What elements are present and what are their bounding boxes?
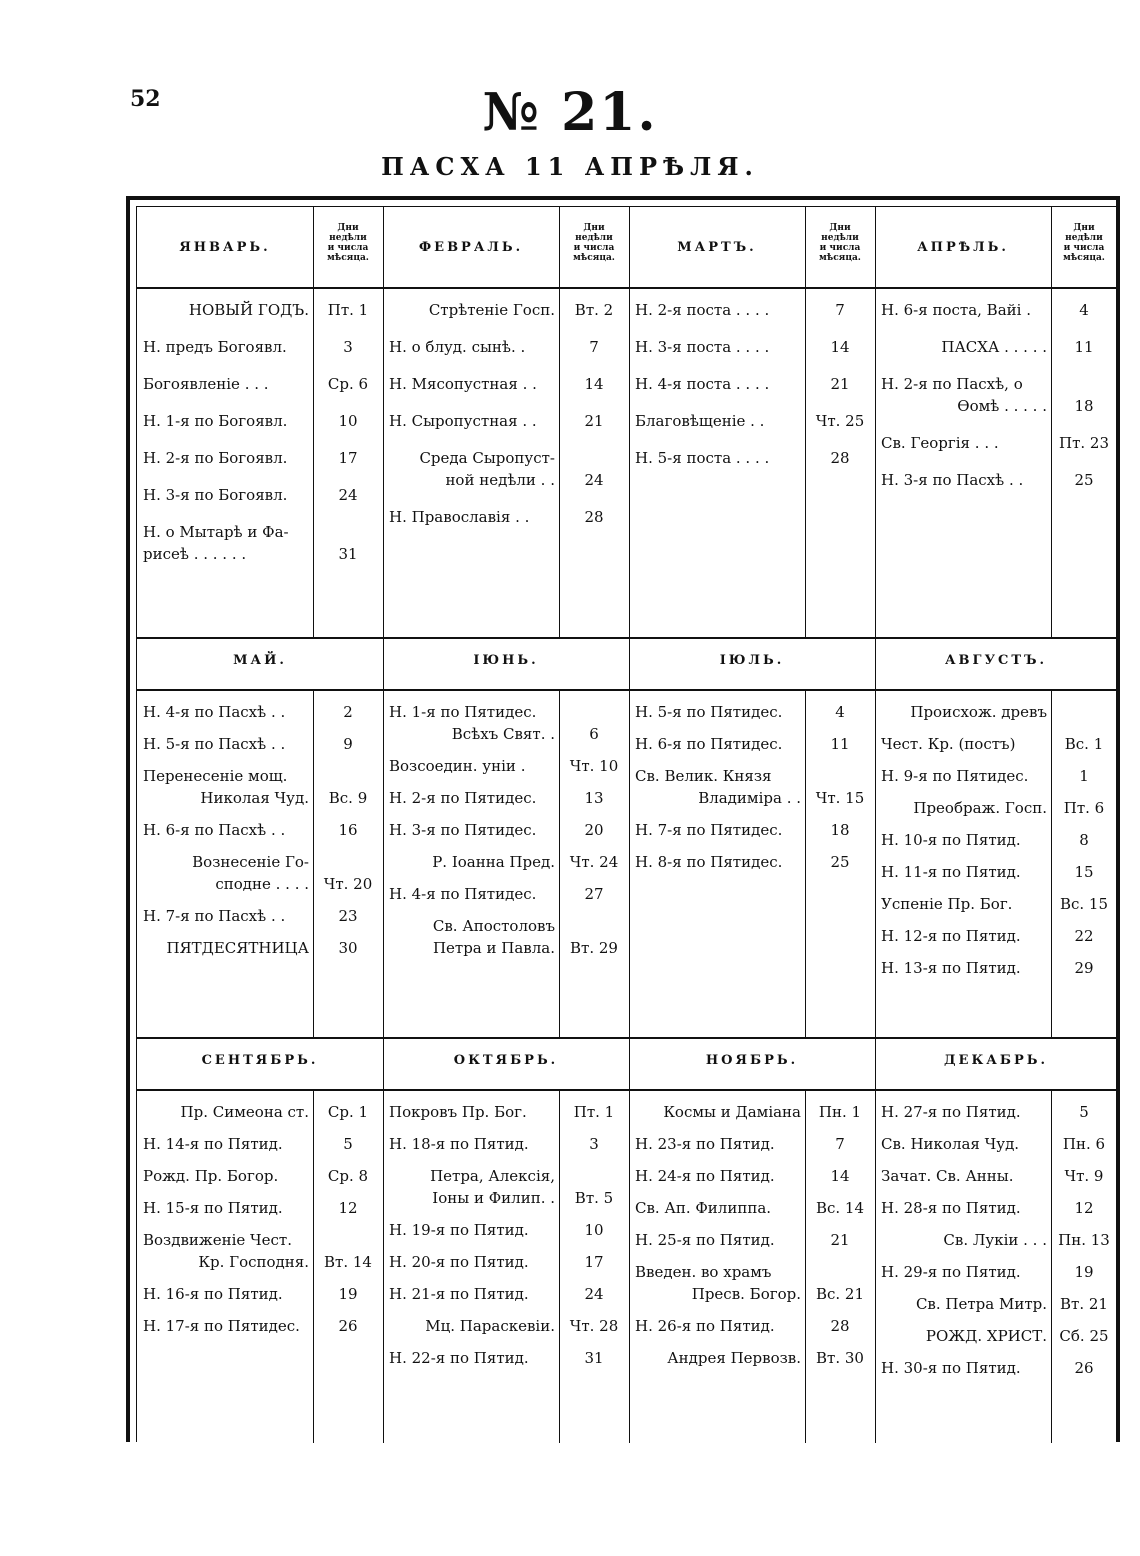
event-day: Пн. 6: [1062, 1135, 1106, 1153]
event-day: 3: [589, 1135, 599, 1153]
column-rule: [383, 1037, 384, 1443]
event-day: 26: [1074, 1359, 1094, 1377]
event-text: РОЖД. ХРИСТ.: [925, 1327, 1047, 1345]
event-day: 15: [1074, 863, 1094, 881]
event-text: Н. 3-я по Богоявл.: [143, 486, 288, 504]
event-text: Св. Георгія . . .: [881, 434, 999, 452]
event-day: 17: [584, 1253, 604, 1271]
event-day: 7: [835, 301, 845, 319]
event-day: Вт. 30: [816, 1349, 864, 1367]
event-day: Вс. 1: [1064, 735, 1104, 753]
event-text: Н. 10-я по Пятид.: [881, 831, 1021, 849]
event-text: Н. 27-я по Пятид.: [881, 1103, 1021, 1121]
event-day: 11: [1074, 338, 1094, 356]
event-day: 18: [830, 821, 850, 839]
day-column-header: [1051, 223, 1117, 263]
event-text: Кр. Господня.: [198, 1253, 309, 1271]
event-text: Николая Чуд.: [200, 789, 309, 807]
event-day: 14: [830, 1167, 850, 1185]
event-text: Н. Мясопустная . .: [389, 375, 537, 393]
event-day: Пн. 13: [1058, 1231, 1110, 1249]
event-day: 5: [343, 1135, 353, 1153]
event-text: Н. 7-я по Пасхѣ . .: [143, 907, 286, 925]
event-day: 26: [338, 1317, 358, 1335]
event-day: Чт. 10: [569, 757, 619, 775]
day-header-line: Дни: [1073, 223, 1095, 233]
month-header-apr: АПРѢЛЬ.: [917, 240, 1009, 255]
easter-date-subtitle: ПАСХА 11 АПРѢЛЯ.: [381, 152, 759, 181]
event-text: Св. Николая Чуд.: [881, 1135, 1020, 1153]
day-header-line: мѣсяца.: [1063, 253, 1105, 263]
month-header-nov: НОЯБРЬ.: [705, 1053, 799, 1068]
day-header-line: Дни: [583, 223, 605, 233]
column-rule: [629, 637, 630, 1037]
event-text: Зачат. Св. Анны.: [881, 1167, 1014, 1185]
day-header-line: мѣсяца.: [819, 253, 861, 263]
event-text: Андрея Первозв.: [667, 1349, 801, 1367]
event-text: Н. о Мытарѣ и Фа-: [143, 523, 289, 541]
event-day: 29: [1074, 959, 1094, 977]
event-day: Ср. 6: [327, 375, 369, 393]
event-text: Н. предъ Богоявл.: [143, 338, 287, 356]
event-day: 25: [1074, 471, 1094, 489]
header-rule: [137, 689, 1116, 691]
event-text: Н. 22-я по Пятид.: [389, 1349, 529, 1367]
event-text: Н. 26-я по Пятид.: [635, 1317, 775, 1335]
event-text: Н. 14-я по Пятид.: [143, 1135, 283, 1153]
month-header-oct: ОКТЯБРЬ.: [453, 1053, 559, 1068]
event-text: Петра и Павла.: [432, 939, 555, 957]
event-day: Пт. 1: [327, 301, 369, 319]
event-text: Н. 3-я поста . . . .: [635, 338, 770, 356]
event-text: Введен. во храмъ: [635, 1263, 772, 1281]
event-text: Н. 5-я поста . . . .: [635, 449, 770, 467]
column-rule: [875, 207, 876, 637]
event-text: Н. Православія . .: [389, 508, 530, 526]
event-text: Р. Іоанна Пред.: [432, 853, 555, 871]
event-day: 10: [338, 412, 358, 430]
event-text: Мц. Параскевіи.: [425, 1317, 555, 1335]
section-top-rule: [137, 637, 1116, 639]
day-header-line: Дни: [829, 223, 851, 233]
month-header-dec: ДЕКАБРЬ.: [943, 1053, 1049, 1068]
event-text: Н. 1-я по Пятидес.: [389, 703, 537, 721]
event-text: Всѣхъ Свят. .: [451, 725, 555, 743]
event-text: Н. о блуд. сынѣ. .: [389, 338, 526, 356]
event-day: 21: [830, 375, 850, 393]
month-header-sep: СЕНТЯБРЬ.: [201, 1053, 319, 1068]
month-header-jun: ІЮНЬ.: [473, 653, 539, 668]
event-text: Н. 18-я по Пятид.: [389, 1135, 529, 1153]
event-text: Н. 9-я по Пятидес.: [881, 767, 1029, 785]
event-text: Н. 21-я по Пятид.: [389, 1285, 529, 1303]
event-day: 8: [1079, 831, 1089, 849]
event-text: Петра, Алексія,: [430, 1167, 555, 1185]
event-day: Ср. 8: [327, 1167, 369, 1185]
event-text: Н. 29-я по Пятид.: [881, 1263, 1021, 1281]
event-day: 18: [1074, 397, 1094, 415]
event-text: сподне . . . .: [215, 875, 309, 893]
event-day: Чт. 9: [1064, 1167, 1104, 1185]
event-day: 3: [343, 338, 353, 356]
event-day: 6: [589, 725, 599, 743]
event-day: Вт. 2: [574, 301, 614, 319]
event-day: 12: [338, 1199, 358, 1217]
page-title: № 21.: [482, 82, 658, 143]
event-text: Н. 4-я по Пасхѣ . .: [143, 703, 286, 721]
column-rule: [1051, 207, 1052, 637]
event-text: Вознесеніе Го-: [192, 853, 309, 871]
event-day: Вт. 29: [570, 939, 618, 957]
event-text: ной недѣли . .: [445, 471, 555, 489]
event-day: 17: [338, 449, 358, 467]
event-text: Н. 2-я поста . . . .: [635, 301, 770, 319]
day-header-line: и числа: [327, 243, 369, 253]
event-day: 4: [1079, 301, 1089, 319]
event-text: Н. 4-я поста . . . .: [635, 375, 770, 393]
day-header-line: и числа: [1063, 243, 1105, 253]
event-text: Космы и Даміана: [663, 1103, 801, 1121]
day-column-header: [559, 223, 629, 263]
day-header-line: недѣли: [329, 233, 367, 243]
event-text: Н. 6-я по Пасхѣ . .: [143, 821, 286, 839]
event-day: Чт. 28: [569, 1317, 619, 1335]
event-day: Чт. 24: [569, 853, 619, 871]
section-top-rule: [137, 1037, 1116, 1039]
event-text: Н. 8-я по Пятидес.: [635, 853, 783, 871]
event-text: Перенесеніе мощ.: [143, 767, 288, 785]
event-text: Н. 5-я по Пятидес.: [635, 703, 783, 721]
event-text: Преображ. Госп.: [913, 799, 1047, 817]
event-text: Н. 4-я по Пятидес.: [389, 885, 537, 903]
event-day: 31: [338, 545, 358, 563]
event-text: Н. 25-я по Пятид.: [635, 1231, 775, 1249]
event-text: Н. 11-я по Пятид.: [881, 863, 1021, 881]
column-rule: [875, 637, 876, 1037]
event-day: Вт. 14: [324, 1253, 372, 1271]
event-day: 22: [1074, 927, 1094, 945]
event-day: Вс. 21: [815, 1285, 865, 1303]
event-day: Пт. 6: [1063, 799, 1105, 817]
calendar-grid: [136, 206, 1116, 1442]
event-text: Пр. Симеона ст.: [180, 1103, 309, 1121]
event-day: Вс. 15: [1059, 895, 1109, 913]
event-text: ПЯТДЕСЯТНИЦА: [166, 939, 309, 957]
event-day: 31: [584, 1349, 604, 1367]
event-day: 24: [338, 486, 358, 504]
month-header-feb: ФЕВРАЛЬ.: [418, 240, 524, 255]
event-day: Вт. 21: [1060, 1295, 1108, 1313]
event-text: ПАСХА . . . . .: [941, 338, 1047, 356]
event-text: Пресв. Богор.: [691, 1285, 801, 1303]
event-day: Ср. 1: [327, 1103, 369, 1121]
event-day: 7: [835, 1135, 845, 1153]
calendar-section-3: [137, 1037, 1116, 1443]
event-day: 27: [584, 885, 604, 903]
event-text: Возсоедин. уніи .: [389, 757, 526, 775]
column-rule: [629, 1037, 630, 1443]
event-day: 16: [338, 821, 358, 839]
calendar-table: [126, 196, 1120, 1442]
event-text: Благовѣщеніе . .: [635, 412, 765, 430]
event-day: 4: [835, 703, 845, 721]
calendar-section-2: [137, 637, 1116, 1037]
day-column-header: [805, 223, 875, 263]
event-day: 13: [584, 789, 604, 807]
day-header-line: недѣли: [821, 233, 859, 243]
event-day: 21: [584, 412, 604, 430]
event-text: Н. 3-я по Пятидес.: [389, 821, 537, 839]
event-day: Чт. 25: [815, 412, 865, 430]
event-day: 14: [830, 338, 850, 356]
event-text: Н. 7-я по Пятидес.: [635, 821, 783, 839]
event-text: Н. 24-я по Пятид.: [635, 1167, 775, 1185]
event-day: Сб. 25: [1059, 1327, 1109, 1345]
event-text: Св. Лукіи . . .: [943, 1231, 1047, 1249]
event-text: Н. 6-я по Пятидес.: [635, 735, 783, 753]
event-text: Н. 19-я по Пятид.: [389, 1221, 529, 1239]
event-day: 10: [584, 1221, 604, 1239]
event-text: Н. 12-я по Пятид.: [881, 927, 1021, 945]
event-text: Богоявленіе . . .: [143, 375, 269, 393]
event-day: 30: [338, 939, 358, 957]
event-day: 5: [1079, 1103, 1089, 1121]
day-header-line: и числа: [573, 243, 615, 253]
event-text: Н. Сыропустная . .: [389, 412, 537, 430]
event-day: 2: [343, 703, 353, 721]
month-header-jan: ЯНВАРЬ.: [179, 240, 271, 255]
event-text: Н. 3-я по Пасхѣ . .: [881, 471, 1024, 489]
event-text: Владиміра . .: [698, 789, 801, 807]
event-text: Н. 17-я по Пятидес.: [143, 1317, 300, 1335]
event-day: Вс. 14: [815, 1199, 865, 1217]
month-header-aug: АВГУСТЪ.: [944, 653, 1048, 668]
event-day: Чт. 15: [815, 789, 865, 807]
page-number: 52: [130, 86, 161, 112]
event-day: Пн. 1: [818, 1103, 862, 1121]
event-text: Н. 16-я по Пятид.: [143, 1285, 283, 1303]
month-header-jul: ІЮЛЬ.: [719, 653, 785, 668]
event-day: Чт. 20: [323, 875, 373, 893]
event-day: Вс. 9: [328, 789, 368, 807]
day-header-line: Дни: [337, 223, 359, 233]
event-day: 24: [584, 471, 604, 489]
event-day: 24: [584, 1285, 604, 1303]
header-rule: [137, 1089, 1116, 1091]
event-text: Н. 5-я по Пасхѣ . .: [143, 735, 286, 753]
day-column-header: [313, 223, 383, 263]
day-header-line: и числа: [819, 243, 861, 253]
event-day: 19: [338, 1285, 358, 1303]
event-text: Н. 6-я поста, Вайі .: [881, 301, 1031, 319]
event-text: Воздвиженіе Чест.: [143, 1231, 292, 1249]
event-day: 20: [584, 821, 604, 839]
event-text: Покровъ Пр. Бог.: [389, 1103, 527, 1121]
event-day: 28: [830, 1317, 850, 1335]
event-text: Ѳомѣ . . . . .: [957, 397, 1047, 415]
event-day: 14: [584, 375, 604, 393]
event-text: Рожд. Пр. Богор.: [143, 1167, 279, 1185]
event-day: 9: [343, 735, 353, 753]
event-text: Св. Апостоловъ: [432, 917, 555, 935]
event-text: Среда Сыропуст-: [419, 449, 555, 467]
header-rule: [137, 287, 1116, 289]
event-day: 7: [589, 338, 599, 356]
event-day: Пт. 1: [573, 1103, 615, 1121]
event-text: Св. Ап. Филиппа.: [635, 1199, 772, 1217]
column-rule: [383, 637, 384, 1037]
event-day: 11: [830, 735, 850, 753]
event-day: 25: [830, 853, 850, 871]
event-day: Вт. 5: [574, 1189, 614, 1207]
event-text: Св. Велик. Князя: [635, 767, 772, 785]
event-text: Н. 20-я по Пятид.: [389, 1253, 529, 1271]
column-rule: [629, 207, 630, 637]
event-text: НОВЫЙ ГОДЪ.: [188, 301, 309, 319]
calendar-section-1: [137, 207, 1116, 637]
day-header-line: мѣсяца.: [573, 253, 615, 263]
event-text: Н. 1-я по Богоявл.: [143, 412, 288, 430]
event-day: 12: [1074, 1199, 1094, 1217]
event-day: 1: [1079, 767, 1089, 785]
event-text: Св. Петра Митр.: [915, 1295, 1047, 1313]
event-text: Іоны и Филип. .: [432, 1189, 555, 1207]
event-day: 23: [338, 907, 358, 925]
event-text: Н. 2-я по Богоявл.: [143, 449, 288, 467]
event-text: Н. 30-я по Пятид.: [881, 1359, 1021, 1377]
event-text: Успеніе Пр. Бог.: [881, 895, 1013, 913]
event-text: Чест. Кр. (постъ): [881, 735, 1016, 753]
event-day: Пт. 23: [1058, 434, 1109, 452]
month-header-mar: МАРТЪ.: [677, 240, 757, 255]
day-header-line: мѣсяца.: [327, 253, 369, 263]
event-text: Н. 23-я по Пятид.: [635, 1135, 775, 1153]
event-text: Происхож. древъ: [910, 703, 1047, 721]
event-text: рисеѣ . . . . . .: [143, 545, 247, 563]
column-rule: [383, 207, 384, 637]
event-text: Н. 28-я по Пятид.: [881, 1199, 1021, 1217]
event-day: 28: [584, 508, 604, 526]
event-text: Н. 2-я по Пятидес.: [389, 789, 537, 807]
event-text: Стрѣтеніе Госп.: [428, 301, 555, 319]
event-day: 28: [830, 449, 850, 467]
day-header-line: недѣли: [1065, 233, 1103, 243]
event-text: Н. 2-я по Пасхѣ, о: [881, 375, 1023, 393]
month-header-may: МАЙ.: [233, 653, 287, 668]
column-rule: [875, 1037, 876, 1443]
event-day: 19: [1074, 1263, 1094, 1281]
day-header-line: недѣли: [575, 233, 613, 243]
event-day: 21: [830, 1231, 850, 1249]
event-text: Н. 13-я по Пятид.: [881, 959, 1021, 977]
event-text: Н. 15-я по Пятид.: [143, 1199, 283, 1217]
